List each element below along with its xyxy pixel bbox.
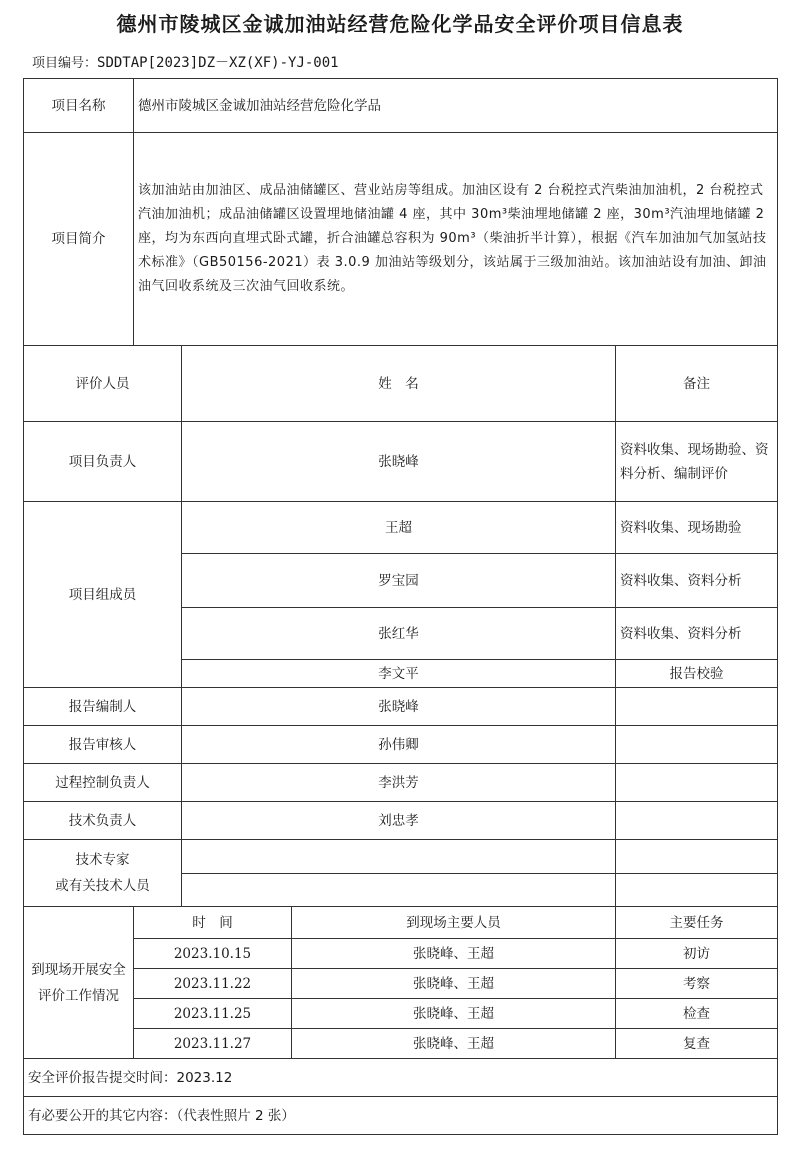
visit-row	[24, 969, 778, 999]
project-number	[32, 52, 339, 72]
col-header-task: 主要任务	[616, 907, 778, 939]
project-name-label: 项目名称	[24, 79, 134, 133]
experts-note	[616, 874, 778, 907]
leader-name: 张晓峰	[182, 422, 616, 502]
page-title: 德州市陵城区金诚加油站经营危险化学品安全评价项目信息表	[116, 12, 684, 36]
experts-name	[182, 874, 616, 907]
experts-name	[182, 840, 616, 874]
experts-label	[24, 840, 182, 907]
visit-task: 考察	[616, 969, 778, 999]
process-row	[24, 764, 778, 802]
member-name: 张红华	[182, 608, 616, 660]
process-label: 过程控制负责人	[24, 764, 182, 802]
experts-note	[616, 840, 778, 874]
member-row	[24, 502, 778, 554]
submit-cell	[24, 1059, 778, 1097]
editor-name: 张晓峰	[182, 688, 616, 726]
info-table	[23, 78, 778, 1135]
visit-date: 2023.11.27	[134, 1029, 292, 1059]
project-name-row	[24, 79, 778, 133]
col-header-name: 姓 名	[182, 346, 616, 422]
col-header-time: 时 间	[134, 907, 292, 939]
visits-label-line2: 评价工作情况	[38, 987, 119, 1004]
visit-row	[24, 1029, 778, 1059]
visit-row	[24, 939, 778, 969]
visits-header-row	[24, 907, 778, 939]
reviewer-label: 报告审核人	[24, 726, 182, 764]
editor-label: 报告编制人	[24, 688, 182, 726]
tech-row	[24, 802, 778, 840]
members-label: 项目组成员	[24, 502, 182, 688]
project-number-label: 项目编号：	[32, 56, 98, 71]
experts-row	[24, 840, 778, 874]
leader-note: 资料收集、现场勘验、资料分析、编制评价	[616, 422, 778, 502]
col-header-staff: 到现场主要人员	[292, 907, 616, 939]
project-intro-label: 项目简介	[24, 133, 134, 346]
other-label: 有必要公开的其它内容：	[28, 1107, 177, 1124]
visit-date: 2023.11.22	[134, 969, 292, 999]
member-note: 资料收集、资料分析	[616, 608, 778, 660]
submit-row	[24, 1059, 778, 1097]
member-note: 资料收集、资料分析	[616, 554, 778, 608]
editor-row	[24, 688, 778, 726]
project-intro-text: 该加油站由加油区、成品油储罐区、营业站房等组成。加油区设有 2 台税控式汽柴油加油机，2 台税控式汽油加油机；成品油储罐区设置埋地储油罐 4 座，其中 30m³柴油埋地储罐 2 座，30m³汽油埋地储罐 2 座，均为东西向直埋式卧式罐，折合油罐总容积为 90m³（柴油折半计算），根据《汽车加油加气加氢站技术标准》（GB50156-2021）表 3.0.9 加油站等级划分，该站属于三级加油站。该加油站设有加油、卸油油气回收系统及三次油气回收系统。	[134, 133, 778, 346]
reviewer-note	[616, 726, 778, 764]
member-note: 资料收集、现场勘验	[616, 502, 778, 554]
submit-date: 2023.12	[176, 1069, 233, 1086]
tech-name: 刘忠孝	[182, 802, 616, 840]
process-name: 李洪芳	[182, 764, 616, 802]
visits-label-line1: 到现场开展安全	[31, 961, 126, 978]
member-note: 报告校验	[616, 660, 778, 688]
visit-task: 复查	[616, 1029, 778, 1059]
visit-staff: 张晓峰、王超	[292, 999, 616, 1029]
personnel-header-row	[24, 346, 778, 422]
visits-label	[24, 907, 134, 1059]
visit-staff: 张晓峰、王超	[292, 939, 616, 969]
tech-note	[616, 802, 778, 840]
member-name: 王超	[182, 502, 616, 554]
visit-staff: 张晓峰、王超	[292, 969, 616, 999]
visit-date: 2023.10.15	[134, 939, 292, 969]
visit-date: 2023.11.25	[134, 999, 292, 1029]
visit-row	[24, 999, 778, 1029]
project-name-value: 德州市陵城区金诚加油站经营危险化学品	[134, 79, 778, 133]
other-cell	[24, 1097, 778, 1135]
experts-label-line1: 技术专家	[75, 852, 130, 868]
leader-row	[24, 422, 778, 502]
visit-staff: 张晓峰、王超	[292, 1029, 616, 1059]
editor-note	[616, 688, 778, 726]
tech-label: 技术负责人	[24, 802, 182, 840]
member-name: 李文平	[182, 660, 616, 688]
experts-label-line2: 或有关技术人员	[55, 878, 150, 894]
reviewer-name: 孙伟卿	[182, 726, 616, 764]
reviewer-row	[24, 726, 778, 764]
leader-label: 项目负责人	[24, 422, 182, 502]
submit-label: 安全评价报告提交时间：	[28, 1069, 177, 1086]
process-note	[616, 764, 778, 802]
member-name: 罗宝园	[182, 554, 616, 608]
other-row	[24, 1097, 778, 1135]
visit-task: 检查	[616, 999, 778, 1029]
visit-task: 初访	[616, 939, 778, 969]
other-content: （代表性照片 2 张）	[176, 1107, 295, 1124]
col-header-role: 评价人员	[24, 346, 182, 422]
project-intro-row	[24, 133, 778, 346]
col-header-note: 备注	[616, 346, 778, 422]
project-number-value: SDDTAP[2023]DZ－XZ(XF)-YJ-001	[97, 55, 339, 71]
